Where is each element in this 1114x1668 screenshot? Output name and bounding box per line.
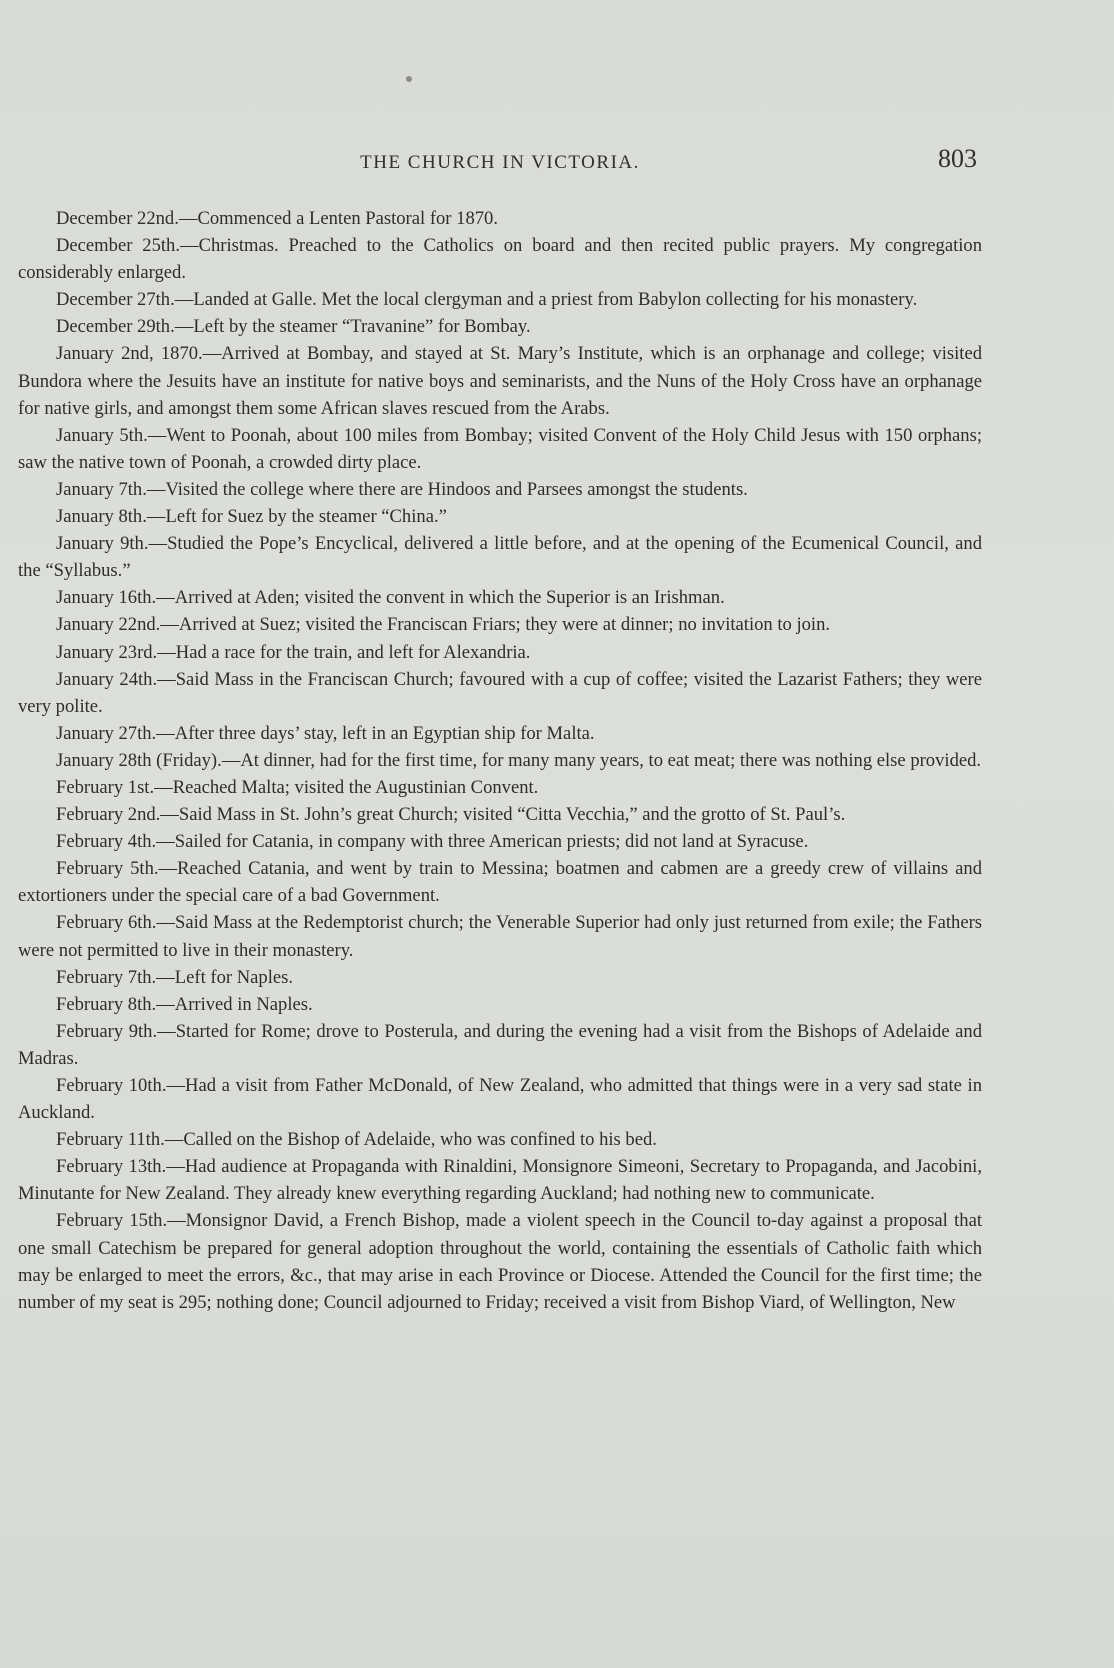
diary-entry: January 16th.—Arrived at Aden; visited the convent in which the Superior is an Irishman.: [56, 587, 725, 609]
diary-entry: January 9th.—Studied the Pope’s Encyclical, delivered a little before, and at the opening of the Ecumenical Council, and the “Syllabus.”: [18, 533, 982, 582]
diary-entry: February 10th.—Had a visit from Father McDonald, of New Zealand, who admitted that things were in a very sad state in Auckland.: [18, 1075, 982, 1124]
diary-entry: February 2nd.—Said Mass in St. John’s great Church; visited “Citta Vecchia,” and the grotto of St. Paul’s.: [56, 804, 846, 826]
running-title: THE CHURCH IN VICTORIA.: [360, 152, 640, 173]
diary-entry: January 7th.—Visited the college where there are Hindoos and Parsees amongst the students.: [56, 478, 748, 500]
diary-entry: February 11th.—Called on the Bishop of Adelaide, who was confined to his bed.: [56, 1129, 657, 1151]
diary-entry: December 22nd.—Commenced a Lenten Pastoral for 1870.: [56, 208, 498, 229]
diary-entry: January 23rd.—Had a race for the train, and left for Alexandria.: [56, 641, 531, 663]
diary-entry: February 13th.—Had audience at Propaganda with Rinaldini, Monsignore Simeoni, Secretary to Propaganda, and Jacobini, Minutante for New Zealand. They already knew everything regarding Auckland; had nothing new to communicate.: [18, 1156, 982, 1205]
diary-entry: December 29th.—Left by the steamer “Travanine” for Bombay.: [56, 316, 531, 338]
page-number: 803: [938, 144, 977, 173]
diary-entry: February 6th.—Said Mass at the Redemptorist church; the Venerable Superior had only just returned from exile; the Fathers were not permitted to live in their monastery.: [18, 912, 982, 961]
diary-entry: February 7th.—Left for Naples.: [56, 966, 293, 988]
diary-entry: January 5th.—Went to Poonah, about 100 miles from Bombay; visited Convent of the Holy Child Jesus with 150 orphans; saw the native town of Poonah, a crowded dirty place.: [18, 424, 982, 473]
diary-entry: February 1st.—Reached Malta; visited the Augustinian Convent.: [56, 776, 539, 798]
diary-entry: January 2nd, 1870.—Arrived at Bombay, and stayed at St. Mary’s Institute, which is an orphanage and college; visited Bundora where the Jesuits have an institute for native boys and seminarists, and the Nuns of the Holy Cross have an orphanage for native girls, and amongst them some African slaves rescued from the Arabs.: [18, 343, 982, 419]
diary-entry: February 5th.—Reached Catania, and went by train to Messina; boatmen and cabmen are a greedy crew of villains and extortioners under the special care of a bad Government.: [18, 858, 982, 907]
diary-entry: January 28th (Friday).—At dinner, had for the first time, for many many years, to eat meat; there was nothing else provided.: [56, 749, 982, 771]
diary-text: [18, 205, 982, 1316]
diary-entry: December 27th.—Landed at Galle. Met the local clergyman and a priest from Babylon collecting for his monastery.: [56, 289, 918, 311]
diary-entry: February 8th.—Arrived in Naples.: [56, 993, 313, 1015]
diary-entry: January 22nd.—Arrived at Suez; visited the Franciscan Friars; they were at dinner; no invitation to join.: [56, 614, 831, 636]
diary-entry: January 8th.—Left for Suez by the steamer “China.”: [56, 506, 447, 528]
diary-entry: February 9th.—Started for Rome; drove to Posterula, and during the evening had a visit from the Bishops of Adelaide and Madras.: [18, 1020, 982, 1069]
print-speck: [406, 76, 412, 82]
diary-entry: February 4th.—Sailed for Catania, in company with three American priests; did not land at Syracuse.: [56, 831, 809, 853]
diary-entry: December 25th.—Christmas. Preached to the Catholics on board and then recited public prayers. My congregation considerably enlarged.: [18, 235, 982, 284]
diary-entry: February 15th.—Monsignor David, a French Bishop, made a violent speech in the Council to-day against a proposal that one small Catechism be prepared for general adoption throughout the world, containing the essentials of Catholic faith which may be enlarged to meet the errors, &c., that may arise in each Province or Diocese. Attended the Council for the first time; the number of my seat is 295; nothing done; Council adjourned to Friday; received a visit from Bishop Viard, of Wellington, New: [18, 1210, 982, 1313]
diary-entry: January 27th.—After three days’ stay, left in an Egyptian ship for Malta.: [56, 722, 595, 744]
diary-entry: January 24th.—Said Mass in the Franciscan Church; favoured with a cup of coffee; visited the Lazarist Fathers; they were very polite.: [18, 668, 982, 717]
